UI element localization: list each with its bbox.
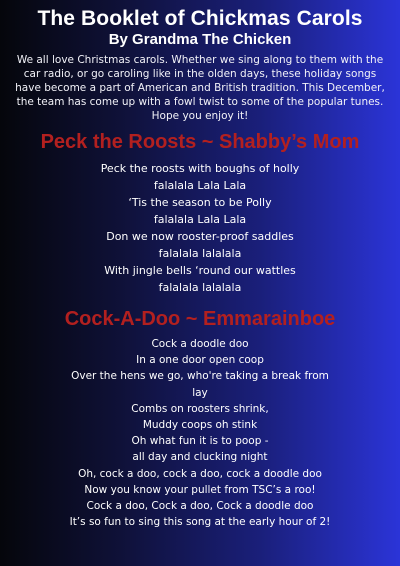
intro-paragraph: We all love Christmas carols. Whether we sing along to them with the car radio, or go caroling like in the olden days, these holiday songs have become a part of American and British tradition. This December, the team has come up with a fowl twist to some of the popular tunes. Hope you enjoy it! <box>15 54 385 122</box>
lyric-line: Don we now rooster-proof saddles <box>106 230 294 243</box>
lyric-line: Oh what fun it is to poop - <box>131 435 269 448</box>
lyrics-cock-a-doo <box>12 336 388 530</box>
song-title-cock-a-doo: Cock-A-Doo ~ Emmarainboe <box>64 308 336 330</box>
lyric-line: Oh, cock a doo, cock a doo, cock a doodle doo <box>78 467 322 480</box>
lyric-line: Cock a doodle doo <box>151 338 249 350</box>
lyric-line: Now you know your pullet from TSC’s a roo! <box>84 483 316 496</box>
lyric-line: Peck the roosts with boughs of holly <box>100 162 300 175</box>
lyric-line: It’s so fun to sing this song at the early hour of 2! <box>69 516 331 529</box>
lyric-line: lay <box>192 386 208 399</box>
lyric-line: falalala lalalala <box>158 247 242 260</box>
lyric-line: falalala Lala Lala <box>153 179 247 192</box>
lyric-line: Combs on roosters shrink, <box>131 402 269 415</box>
lyric-line: Over the hens we go, who're taking a break from <box>71 370 329 383</box>
lyric-line: Cock a doo, Cock a doo, Cock a doodle doo <box>86 500 314 513</box>
lyric-line: falalala Lala Lala <box>153 213 247 226</box>
song-title-peck-the-roosts: Peck the Roosts ~ Shabby’s Mom <box>40 131 360 153</box>
lyric-line: In a one door open coop <box>136 354 264 367</box>
lyric-line: With jingle bells ‘round our wattles <box>104 264 296 277</box>
booklet-title: The Booklet of Chickmas Carols <box>37 7 363 30</box>
lyric-line: Muddy coops oh stink <box>142 419 258 432</box>
lyric-line: falalala lalalala <box>158 281 242 294</box>
lyrics-peck-the-roosts <box>12 160 388 296</box>
author-byline: By Grandma The Chicken <box>108 31 292 48</box>
lyric-line: all day and clucking night <box>132 451 268 464</box>
lyric-line: ‘Tis the season to be Polly <box>128 196 272 209</box>
